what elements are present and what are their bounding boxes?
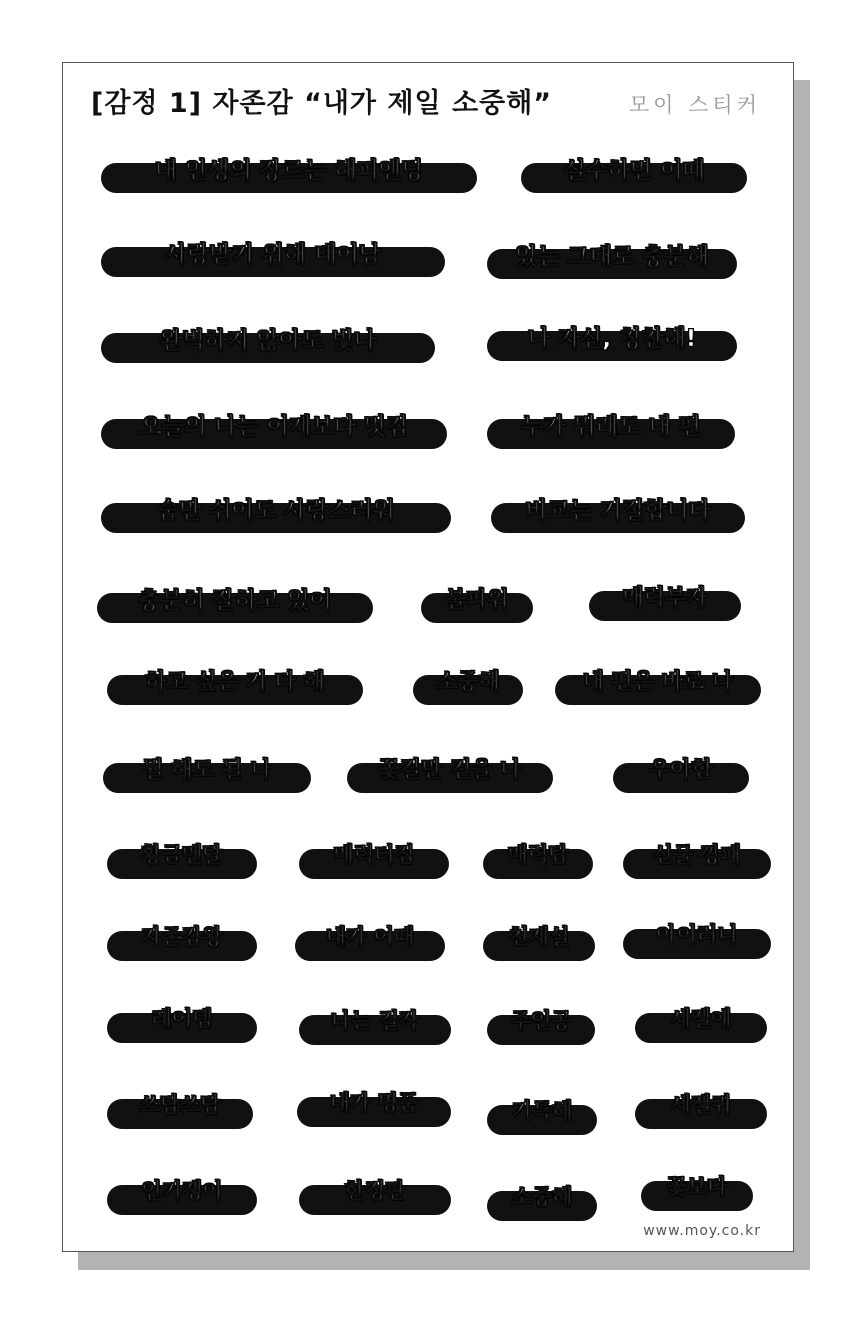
sticker[interactable] xyxy=(487,1099,597,1135)
sticker[interactable] xyxy=(521,157,747,193)
sticker-label: 세젤예 xyxy=(670,1007,732,1031)
sticker[interactable] xyxy=(555,669,761,705)
sticker[interactable] xyxy=(97,587,373,623)
sticker-label: 매력탑 xyxy=(507,843,569,867)
sticker[interactable] xyxy=(421,587,533,623)
sticker-label: 레어템 xyxy=(151,1007,213,1031)
sticker[interactable] xyxy=(487,1009,595,1045)
sticker-label: 내가 명품 xyxy=(329,1091,419,1115)
sticker[interactable] xyxy=(623,923,771,959)
sticker-sheet xyxy=(62,62,794,1252)
sticker[interactable] xyxy=(295,925,445,961)
sticker-label: 꽃보다 xyxy=(666,1175,728,1199)
sticker-label: 나는 걸작 xyxy=(330,1009,420,1033)
sticker-label: 주인공 xyxy=(510,1009,572,1033)
sticker-label: 쓰담쓰담 xyxy=(139,1093,221,1117)
sticker[interactable] xyxy=(107,669,363,705)
sticker-label: 세젤귀 xyxy=(670,1093,732,1117)
sticker[interactable] xyxy=(107,843,257,879)
sticker[interactable] xyxy=(101,157,477,193)
sticker[interactable] xyxy=(101,327,435,363)
sticker[interactable] xyxy=(483,843,593,879)
sheet-title: [감정 1] 자존감 “내가 제일 소중해” xyxy=(91,88,552,119)
sticker-label: 비교는 거절합니다 xyxy=(525,497,711,524)
sticker[interactable] xyxy=(487,413,735,449)
sticker[interactable] xyxy=(107,1007,257,1043)
sticker-label: 하고 싶은 거 다 해 xyxy=(145,669,325,695)
sticker[interactable] xyxy=(107,1093,253,1129)
sticker-label: 천재설 xyxy=(508,925,570,949)
sticker[interactable] xyxy=(103,757,311,793)
sticker[interactable] xyxy=(347,757,553,793)
sticker-label: 황금멘탈 xyxy=(141,843,223,867)
sticker-label: 내 편은 바로 나 xyxy=(582,669,734,695)
sticker[interactable] xyxy=(623,843,771,879)
sticker-label: 누가 뭐래도 내 편 xyxy=(521,413,701,440)
sticker-label: 꽃길만 걷을 나 xyxy=(378,757,522,783)
sticker-label: 내 인생의 장르는 해피엔딩 xyxy=(154,157,424,184)
sticker[interactable] xyxy=(635,1007,767,1043)
sticker-label: 우아함 xyxy=(649,757,713,783)
sticker[interactable] xyxy=(101,241,445,277)
sticker-label: 사랑받기 위해 태어남 xyxy=(165,241,381,268)
sticker-label: 뭘 해도 될 나 xyxy=(142,757,272,783)
sticker[interactable] xyxy=(299,1009,451,1045)
sticker[interactable] xyxy=(635,1093,767,1129)
sticker-label: 인기쟁이 xyxy=(141,1179,223,1203)
sticker-label: 매력터짐 xyxy=(333,843,415,867)
sticker[interactable] xyxy=(413,669,523,705)
sticker[interactable] xyxy=(483,925,595,961)
sticker[interactable] xyxy=(107,1179,257,1215)
sticker[interactable] xyxy=(487,1185,597,1221)
sticker[interactable] xyxy=(101,497,451,533)
brand-logo-text: 모이 스티커 xyxy=(628,93,761,117)
sticker[interactable] xyxy=(299,843,449,879)
sticker-label: 오늘의 나는 어제보다 멋짐 xyxy=(139,413,409,440)
sticker-label: 있는 그대로 충분해 xyxy=(515,243,709,270)
sticker[interactable] xyxy=(589,585,741,621)
sticker-label: 나 자신, 칭찬해! xyxy=(527,325,697,352)
sticker-label: 소중해 xyxy=(511,1185,573,1209)
sticker-label: 불파워 xyxy=(445,587,509,613)
sticker-label: 한정판 xyxy=(344,1179,406,1203)
sticker-label: 자존감왕 xyxy=(141,925,223,949)
sticker-label: 매력부자 xyxy=(622,585,708,611)
sticker-label: 숨만 쉬어도 사랑스러워 xyxy=(156,497,396,524)
sticker-label: 소중해 xyxy=(436,669,500,695)
sticker-label: 아이러니 xyxy=(656,923,738,947)
sticker-label: 내가 어때 xyxy=(325,925,415,949)
sticker[interactable] xyxy=(487,243,737,279)
sticker-label: 신물 깡패 xyxy=(652,843,742,867)
sticker[interactable] xyxy=(107,925,257,961)
sticker-label: 기특해 xyxy=(511,1099,573,1123)
sticker-label: 완벽하지 않아도 빛나 xyxy=(160,327,376,354)
sticker[interactable] xyxy=(101,413,447,449)
sticker[interactable] xyxy=(613,757,749,793)
sticker[interactable] xyxy=(487,325,737,361)
website-url: www.moy.co.kr xyxy=(643,1223,761,1239)
sticker[interactable] xyxy=(641,1175,753,1211)
sticker[interactable] xyxy=(297,1091,451,1127)
sticker-label: 실수하면 어때 xyxy=(563,157,705,184)
sticker[interactable] xyxy=(299,1179,451,1215)
sticker-label: 충분히 잘하고 있어 xyxy=(138,587,332,614)
sticker[interactable] xyxy=(491,497,745,533)
